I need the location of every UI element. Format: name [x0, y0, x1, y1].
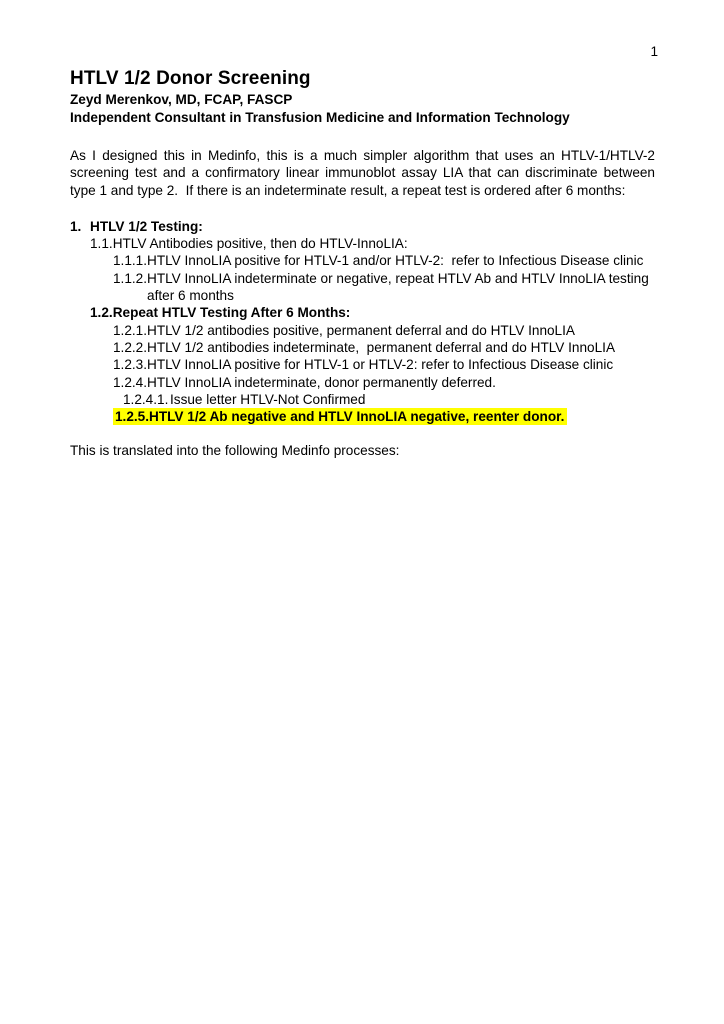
list-item [113, 339, 655, 356]
list-item [70, 218, 655, 235]
list-item [90, 304, 655, 321]
list-item-text: HTLV InnoLIA indeterminate or negative, repeat HTLV Ab and HTLV InnoLIA testing after 6 months [147, 270, 653, 304]
list-item-text: HTLV Antibodies positive, then do HTLV-InnoLIA: [112, 236, 408, 252]
list-item-number: 1.2.2. [113, 339, 148, 355]
list-item-number: 1.2. [90, 305, 113, 321]
numbered-list [70, 218, 655, 426]
list-item-highlighted [113, 408, 567, 425]
list-item-text: HTLV 1/2 antibodies positive, permanent deferral and do HTLV InnoLIA [147, 322, 575, 338]
list-item-number: 1.1. [90, 236, 113, 252]
list-item [113, 252, 655, 269]
list-item [90, 235, 655, 252]
list-item-number: 1.2.4.1. [123, 391, 169, 407]
list-item-text: HTLV InnoLIA positive for HTLV-1 or HTLV-2: refer to Infectious Disease clinic [147, 357, 614, 373]
list-item [123, 391, 655, 408]
document-author: Zeyd Merenkov, MD, FCAP, FASCP [70, 92, 293, 107]
list-item [113, 374, 655, 391]
list-item-text: Repeat HTLV Testing After 6 Months: [112, 305, 351, 321]
document-title: HTLV 1/2 Donor Screening [70, 68, 311, 89]
list-item-number: 1.2.1. [113, 322, 148, 338]
list-item-text: HTLV 1/2 Testing: [90, 218, 203, 234]
list-item [113, 322, 655, 339]
list-item-text: Issue letter HTLV-Not Confirmed [170, 391, 366, 407]
document-content [70, 0, 659, 460]
list-item [113, 356, 655, 373]
intro-paragraph: As I designed this in Medinfo, this is a much simpler algorithm that uses an HTLV-1/HTLV-2 screening test and a confirmatory linear immunoblot assay LIA that can discriminate between type 1 and type 2. If there is an indeterminate result, a repeat test is ordered after 6 months: [70, 148, 659, 198]
document-subtitle: Independent Consultant in Transfusion Medicine and Information Technology [70, 110, 570, 125]
list-item-number: 1.1.1. [113, 253, 148, 269]
list-item-text: HTLV 1/2 antibodies indeterminate, permanent deferral and do HTLV InnoLIA [147, 339, 616, 355]
list-item-number: 1.2.3. [113, 357, 148, 373]
list-item-number: 1.2.5. [115, 409, 150, 425]
list-item-text: HTLV InnoLIA positive for HTLV-1 and/or HTLV-2: refer to Infectious Disease clinic [147, 253, 644, 269]
list-item-text: HTLV 1/2 Ab negative and HTLV InnoLIA negative, reenter donor. [149, 409, 565, 425]
closing-paragraph: This is translated into the following Medinfo processes: [70, 443, 400, 459]
list-item-number: 1. [70, 218, 82, 234]
page-number: 1 [650, 44, 658, 59]
list-item-number: 1.2.4. [113, 374, 148, 390]
list-item-number: 1.1.2. [113, 270, 148, 286]
list-item [113, 270, 655, 305]
list-item-text: HTLV InnoLIA indeterminate, donor permanently deferred. [147, 374, 496, 390]
